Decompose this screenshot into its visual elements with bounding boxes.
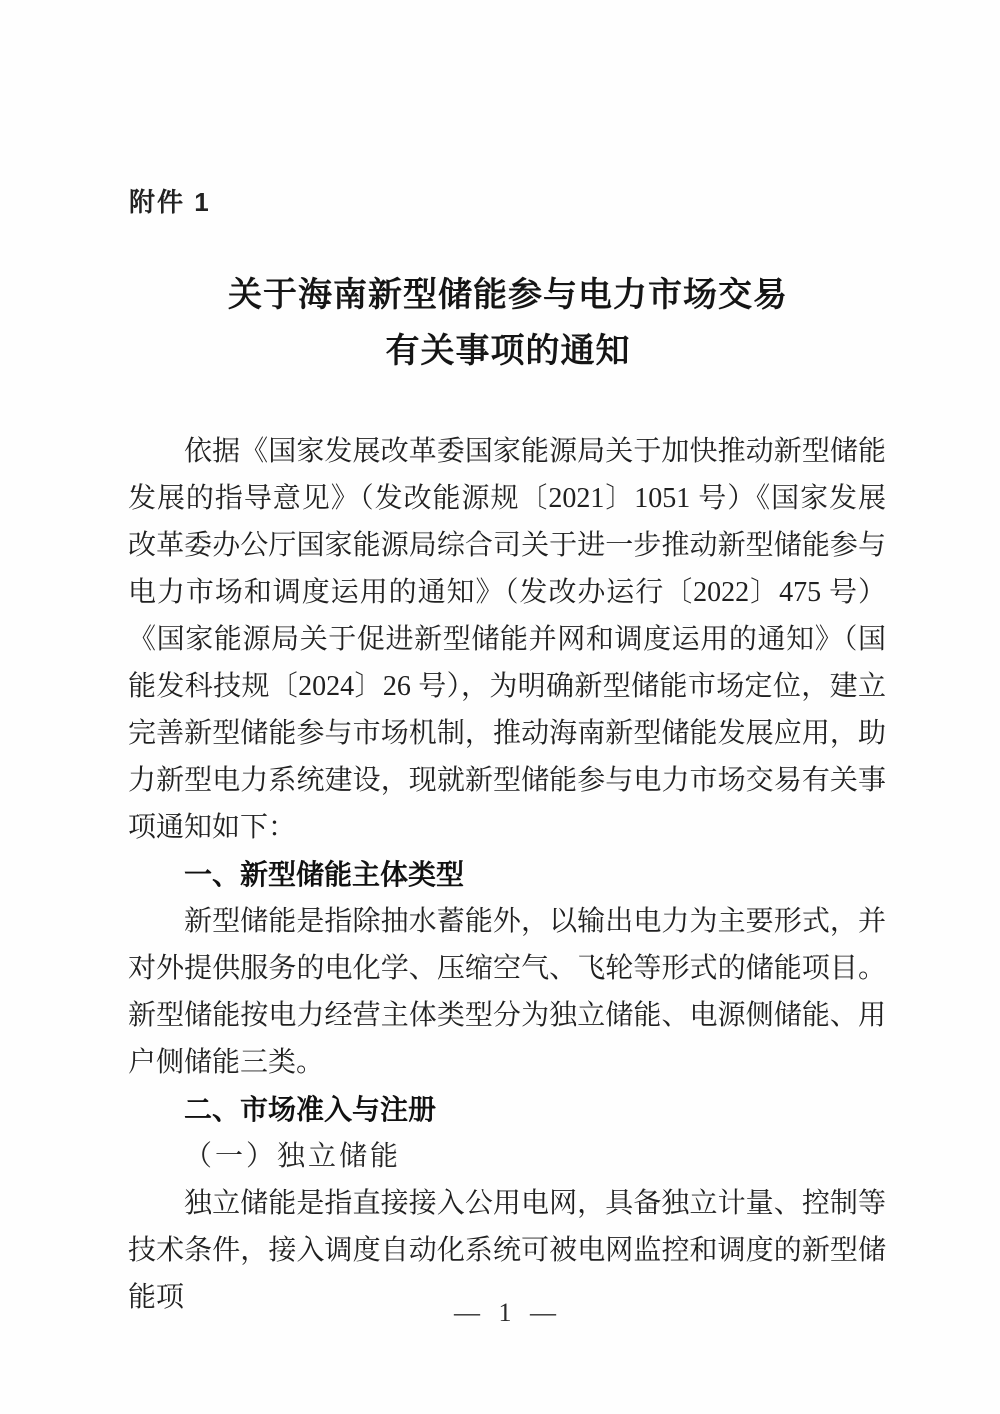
- section-heading-2: 二、市场准入与注册: [184, 1094, 437, 1125]
- subsection-heading-independent-storage: （一）独立储能: [184, 1141, 402, 1172]
- section-heading-1: 一、新型储能主体类型: [184, 859, 465, 890]
- document-title-line2: 有关事项的通知: [385, 333, 631, 370]
- document-body: [128, 428, 886, 1321]
- paragraph-independent-storage: 独立储能是指直接接入公用电网，具备独立计量、控制等技术条件，接入调度自动化系统可被电网监控和调度的新型储能项: [128, 1188, 886, 1313]
- document-title-line1: 关于海南新型储能参与电力市场交易: [228, 277, 788, 314]
- page-number: — 1 —: [454, 1298, 562, 1327]
- paragraph-basis: 依据《国家发展改革委国家能源局关于加快推动新型储能发展的指导意见》（发改能源规〔2021〕1051 号）《国家发展改革委办公厅国家能源局综合司关于进一步推动新型储能参与电力市场和调度运用的通知》（发改办运行〔2022〕475 号）《国家能源局关于促进新型储能并网和调度运用的通知》（国能发科技规〔2024〕26 号），为明确新型储能市场定位，建立完善新型储能参与市场机制，推动海南新型储能发展应用，助力新型电力系统建设，现就新型储能参与电力市场交易有关事项通知如下：: [128, 436, 886, 843]
- attachment-label: 附件 1: [129, 187, 211, 217]
- paragraph-storage-types: 新型储能是指除抽水蓄能外，以输出电力为主要形式，并对外提供服务的电化学、压缩空气、飞轮等形式的储能项目。新型储能按电力经营主体类型分为独立储能、电源侧储能、用户侧储能三类。: [128, 906, 886, 1078]
- document-title: [128, 268, 888, 380]
